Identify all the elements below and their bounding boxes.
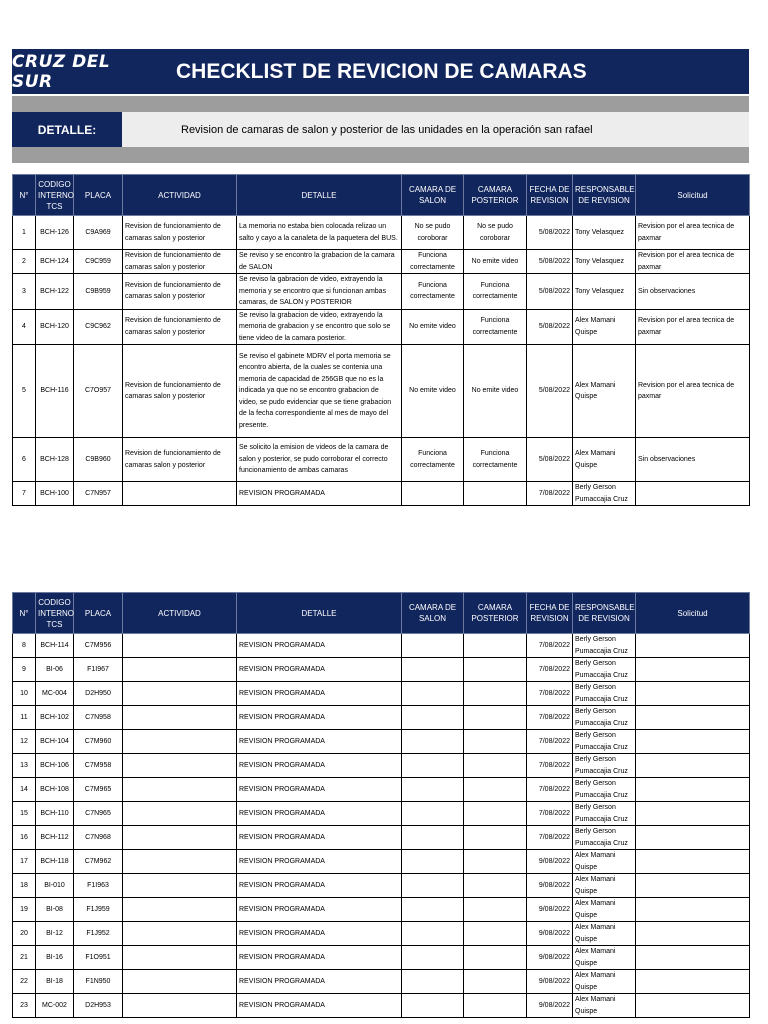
- camara-posterior-cell: [464, 482, 527, 506]
- page-title: CHECKLIST DE REVICION DE CAMARAS: [176, 59, 587, 83]
- codigo-cell: BCH-128: [36, 438, 74, 482]
- solicitud-cell: [636, 778, 750, 802]
- solicitud-cell: [636, 706, 750, 730]
- camara-salon-cell: [402, 706, 464, 730]
- responsable-cell: Berly Gerson Pumaccajia Cruz: [573, 754, 636, 778]
- fecha-cell: 7/08/2022: [527, 482, 573, 506]
- actividad-cell: [123, 874, 237, 898]
- col-codigo-header: CODIGO INTERNO TCS: [36, 175, 74, 216]
- fecha-cell: 9/08/2022: [527, 922, 573, 946]
- fecha-cell: 7/08/2022: [527, 754, 573, 778]
- responsable-cell: Tony Velasquez: [573, 274, 636, 310]
- codigo-cell: BCH-122: [36, 274, 74, 310]
- fecha-cell: 7/08/2022: [527, 658, 573, 682]
- detalle-cell: REVISION PROGRAMADA: [237, 802, 402, 826]
- placa-cell: C7N968: [74, 826, 123, 850]
- detalle-cell: REVISION PROGRAMADA: [237, 778, 402, 802]
- camara-salon-cell: [402, 658, 464, 682]
- placa-cell: D2H950: [74, 682, 123, 706]
- camara-posterior-cell: [464, 946, 527, 970]
- table-row: [13, 634, 750, 658]
- detalle-cell: REVISION PROGRAMADA: [237, 994, 402, 1018]
- table-row: [13, 482, 750, 506]
- actividad-cell: [123, 946, 237, 970]
- detalle-cell: REVISION PROGRAMADA: [237, 634, 402, 658]
- solicitud-cell: [636, 482, 750, 506]
- codigo-cell: BI-08: [36, 898, 74, 922]
- fecha-cell: 5/08/2022: [527, 274, 573, 310]
- codigo-cell: BI-18: [36, 970, 74, 994]
- responsable-cell: Berly Gerson Pumaccajia Cruz: [573, 778, 636, 802]
- placa-cell: C7N958: [74, 706, 123, 730]
- col-number-header: N°: [13, 593, 36, 634]
- table-row: [13, 994, 750, 1018]
- actividad-cell: [123, 850, 237, 874]
- codigo-cell: BI-06: [36, 658, 74, 682]
- codigo-cell: BCH-106: [36, 754, 74, 778]
- col-camara-posterior-header: CAMARA POSTERIOR: [464, 593, 527, 634]
- fecha-cell: 7/08/2022: [527, 802, 573, 826]
- placa-cell: F1I967: [74, 658, 123, 682]
- camara-posterior-cell: Funciona correctamente: [464, 274, 527, 310]
- detalle-cell: REVISION PROGRAMADA: [237, 730, 402, 754]
- col-responsable-header: RESPONSABLE DE REVISION: [573, 175, 636, 216]
- fecha-cell: 7/08/2022: [527, 634, 573, 658]
- solicitud-cell: [636, 946, 750, 970]
- actividad-cell: [123, 970, 237, 994]
- table-row: [13, 706, 750, 730]
- fecha-cell: 7/08/2022: [527, 826, 573, 850]
- table-row: [13, 274, 750, 310]
- row-number: 1: [13, 216, 36, 250]
- actividad-cell: [123, 778, 237, 802]
- col-fecha-header: FECHA DE REVISION: [527, 175, 573, 216]
- responsable-cell: Berly Gerson Pumaccajia Cruz: [573, 634, 636, 658]
- camara-salon-cell: Funciona correctamente: [402, 250, 464, 274]
- detalle-cell: Se reviso y se encontro la grabacion de la camara de SALON: [237, 250, 402, 274]
- detalle-cell: REVISION PROGRAMADA: [237, 874, 402, 898]
- col-actividad-header: ACTIVIDAD: [123, 175, 237, 216]
- actividad-cell: [123, 634, 237, 658]
- row-number: 11: [13, 706, 36, 730]
- separator-band: [12, 96, 749, 113]
- table-row: [13, 682, 750, 706]
- table-row: [13, 778, 750, 802]
- responsable-cell: Alex Mamani Quispe: [573, 345, 636, 438]
- actividad-cell: [123, 482, 237, 506]
- detalle-cell: REVISION PROGRAMADA: [237, 754, 402, 778]
- solicitud-cell: [636, 658, 750, 682]
- detalle-cell: La memoria no estaba bien colocada relizao un salto y cayo a la canaleta de la paquetera del BUS.: [237, 216, 402, 250]
- responsable-cell: Tony Velasquez: [573, 216, 636, 250]
- codigo-cell: BCH-118: [36, 850, 74, 874]
- camara-salon-cell: No emite video: [402, 309, 464, 345]
- table-row: [13, 345, 750, 438]
- table-header-row: [13, 593, 750, 634]
- detalle-cell: REVISION PROGRAMADA: [237, 706, 402, 730]
- col-placa-header: PLACA: [74, 593, 123, 634]
- codigo-cell: BCH-120: [36, 309, 74, 345]
- checklist-table-top: [12, 174, 750, 506]
- fecha-cell: 9/08/2022: [527, 898, 573, 922]
- detalle-cell: Se solicito la emision de videos de la camara de salon y posterior, se pudo corroborar el correcto funcionamiento de ambas camaras: [237, 438, 402, 482]
- detalle-cell: REVISION PROGRAMADA: [237, 826, 402, 850]
- solicitud-cell: [636, 634, 750, 658]
- actividad-cell: [123, 730, 237, 754]
- col-camara-salon-header: CAMARA DE SALON: [402, 175, 464, 216]
- solicitud-cell: [636, 994, 750, 1018]
- fecha-cell: 9/08/2022: [527, 970, 573, 994]
- fecha-cell: 5/08/2022: [527, 250, 573, 274]
- table-row: [13, 874, 750, 898]
- solicitud-cell: Revision por el area tecnica de paxmar: [636, 309, 750, 345]
- codigo-cell: MC-002: [36, 994, 74, 1018]
- camara-salon-cell: [402, 682, 464, 706]
- row-number: 22: [13, 970, 36, 994]
- camara-salon-cell: [402, 946, 464, 970]
- header-banner: [12, 49, 749, 94]
- row-number: 23: [13, 994, 36, 1018]
- solicitud-cell: Sin observaciones: [636, 274, 750, 310]
- placa-cell: C9C959: [74, 250, 123, 274]
- solicitud-cell: [636, 730, 750, 754]
- responsable-cell: Berly Gerson Pumaccajia Cruz: [573, 730, 636, 754]
- table-header-row: [13, 175, 750, 216]
- solicitud-cell: [636, 754, 750, 778]
- codigo-cell: BCH-114: [36, 634, 74, 658]
- row-number: 18: [13, 874, 36, 898]
- row-number: 13: [13, 754, 36, 778]
- table-row: [13, 922, 750, 946]
- responsable-cell: Alex Mamani Quispe: [573, 438, 636, 482]
- actividad-cell: [123, 682, 237, 706]
- codigo-cell: BI-16: [36, 946, 74, 970]
- placa-cell: C7N965: [74, 802, 123, 826]
- company-logo: CRUZ DEL SUR: [12, 51, 111, 92]
- actividad-cell: [123, 802, 237, 826]
- responsable-cell: Alex Mamani Quispe: [573, 898, 636, 922]
- camara-salon-cell: [402, 634, 464, 658]
- solicitud-cell: Revision por el area tecnica de paxmar: [636, 345, 750, 438]
- col-actividad-header: ACTIVIDAD: [123, 593, 237, 634]
- table-row: [13, 438, 750, 482]
- camara-posterior-cell: Funciona correctamente: [464, 438, 527, 482]
- row-number: 19: [13, 898, 36, 922]
- placa-cell: C7M965: [74, 778, 123, 802]
- camara-posterior-cell: [464, 802, 527, 826]
- actividad-cell: Revision de funcionamiento de camaras salon y posterior: [123, 216, 237, 250]
- actividad-cell: Revision de funcionamiento de camaras salon y posterior: [123, 250, 237, 274]
- table-row: [13, 826, 750, 850]
- camara-salon-cell: [402, 826, 464, 850]
- fecha-cell: 7/08/2022: [527, 730, 573, 754]
- fecha-cell: 9/08/2022: [527, 994, 573, 1018]
- codigo-cell: BCH-124: [36, 250, 74, 274]
- camara-posterior-cell: No emite video: [464, 250, 527, 274]
- camara-posterior-cell: No se pudo coroborar: [464, 216, 527, 250]
- camara-posterior-cell: [464, 922, 527, 946]
- row-number: 4: [13, 309, 36, 345]
- camara-salon-cell: [402, 482, 464, 506]
- detalle-cell: REVISION PROGRAMADA: [237, 898, 402, 922]
- row-number: 10: [13, 682, 36, 706]
- solicitud-cell: Revision por el area tecnica de paxmar: [636, 250, 750, 274]
- actividad-cell: [123, 754, 237, 778]
- detalle-cell: REVISION PROGRAMADA: [237, 970, 402, 994]
- col-detalle-header: DETALLE: [237, 593, 402, 634]
- codigo-cell: BCH-110: [36, 802, 74, 826]
- detalle-cell: REVISION PROGRAMADA: [237, 922, 402, 946]
- fecha-cell: 9/08/2022: [527, 850, 573, 874]
- placa-cell: C7M960: [74, 730, 123, 754]
- responsable-cell: Alex Mamani Quispe: [573, 850, 636, 874]
- camara-salon-cell: No se pudo coroborar: [402, 216, 464, 250]
- camara-posterior-cell: [464, 730, 527, 754]
- placa-cell: C9A969: [74, 216, 123, 250]
- fecha-cell: 5/08/2022: [527, 345, 573, 438]
- codigo-cell: BCH-116: [36, 345, 74, 438]
- camara-posterior-cell: [464, 754, 527, 778]
- placa-cell: F1N950: [74, 970, 123, 994]
- actividad-cell: [123, 922, 237, 946]
- camara-posterior-cell: [464, 826, 527, 850]
- detalle-cell: REVISION PROGRAMADA: [237, 658, 402, 682]
- actividad-cell: [123, 898, 237, 922]
- placa-cell: C7O957: [74, 345, 123, 438]
- col-camara-salon-header: CAMARA DE SALON: [402, 593, 464, 634]
- responsable-cell: Berly Gerson Pumaccajia Cruz: [573, 658, 636, 682]
- table-row: [13, 730, 750, 754]
- solicitud-cell: [636, 802, 750, 826]
- placa-cell: F1J959: [74, 898, 123, 922]
- codigo-cell: BCH-104: [36, 730, 74, 754]
- responsable-cell: Alex Mamani Quispe: [573, 922, 636, 946]
- placa-cell: C9B959: [74, 274, 123, 310]
- actividad-cell: [123, 826, 237, 850]
- actividad-cell: [123, 658, 237, 682]
- solicitud-cell: [636, 922, 750, 946]
- solicitud-cell: [636, 898, 750, 922]
- row-number: 17: [13, 850, 36, 874]
- detail-label: DETALLE:: [12, 112, 122, 147]
- camara-posterior-cell: [464, 778, 527, 802]
- row-number: 6: [13, 438, 36, 482]
- solicitud-cell: [636, 874, 750, 898]
- camara-salon-cell: Funciona correctamente: [402, 438, 464, 482]
- camara-posterior-cell: [464, 898, 527, 922]
- codigo-cell: BI-010: [36, 874, 74, 898]
- camara-posterior-cell: [464, 850, 527, 874]
- codigo-cell: BCH-126: [36, 216, 74, 250]
- fecha-cell: 5/08/2022: [527, 309, 573, 345]
- responsable-cell: Alex Mamani Quispe: [573, 994, 636, 1018]
- row-number: 3: [13, 274, 36, 310]
- camara-posterior-cell: Funciona correctamente: [464, 309, 527, 345]
- fecha-cell: 9/08/2022: [527, 874, 573, 898]
- responsable-cell: Alex Mamani Quispe: [573, 970, 636, 994]
- col-codigo-header: CODIGO INTERNO TCS: [36, 593, 74, 634]
- camara-posterior-cell: [464, 706, 527, 730]
- actividad-cell: [123, 706, 237, 730]
- table-row: [13, 216, 750, 250]
- checklist-table-bottom: [12, 592, 750, 1018]
- table-row: [13, 970, 750, 994]
- responsable-cell: Tony Velasquez: [573, 250, 636, 274]
- responsable-cell: Berly Gerson Pumaccajia Cruz: [573, 826, 636, 850]
- responsable-cell: Berly Gerson Pumaccajia Cruz: [573, 706, 636, 730]
- codigo-cell: BI-12: [36, 922, 74, 946]
- solicitud-cell: [636, 826, 750, 850]
- responsable-cell: Alex Mamani Quispe: [573, 309, 636, 345]
- placa-cell: C7N957: [74, 482, 123, 506]
- solicitud-cell: [636, 850, 750, 874]
- placa-cell: F1I963: [74, 874, 123, 898]
- row-number: 7: [13, 482, 36, 506]
- table-row: [13, 850, 750, 874]
- solicitud-cell: [636, 682, 750, 706]
- camara-salon-cell: [402, 730, 464, 754]
- camara-posterior-cell: No emite video: [464, 345, 527, 438]
- placa-cell: D2H953: [74, 994, 123, 1018]
- fecha-cell: 9/08/2022: [527, 946, 573, 970]
- solicitud-cell: Revision por el area tecnica de paxmar: [636, 216, 750, 250]
- detalle-cell: Se reviso el gabinete MDRV el porta memoria se encontro abierta, de la cuales se contenia una memoria de capacidad de 256GB que no es la indicada ya que no se encontro grabacion de video, se pudo evidenciar que se tiene grabacion de la fecha correspondiente al mes de mayo del presente.: [237, 345, 402, 438]
- actividad-cell: Revision de funcionamiento de camaras salon y posterior: [123, 345, 237, 438]
- codigo-cell: BCH-100: [36, 482, 74, 506]
- row-number: 9: [13, 658, 36, 682]
- table-row: [13, 754, 750, 778]
- camara-salon-cell: [402, 898, 464, 922]
- codigo-cell: MC-004: [36, 682, 74, 706]
- fecha-cell: 7/08/2022: [527, 706, 573, 730]
- actividad-cell: Revision de funcionamiento de camaras salon y posterior: [123, 438, 237, 482]
- placa-cell: C9C962: [74, 309, 123, 345]
- camara-salon-cell: [402, 922, 464, 946]
- camara-posterior-cell: [464, 970, 527, 994]
- codigo-cell: BCH-108: [36, 778, 74, 802]
- table-row: [13, 658, 750, 682]
- col-number-header: N°: [13, 175, 36, 216]
- detalle-cell: REVISION PROGRAMADA: [237, 946, 402, 970]
- codigo-cell: BCH-112: [36, 826, 74, 850]
- row-number: 20: [13, 922, 36, 946]
- table-row: [13, 946, 750, 970]
- row-number: 21: [13, 946, 36, 970]
- camara-salon-cell: [402, 802, 464, 826]
- camara-salon-cell: [402, 778, 464, 802]
- actividad-cell: Revision de funcionamiento de camaras salon y posterior: [123, 274, 237, 310]
- row-number: 8: [13, 634, 36, 658]
- placa-cell: F1O951: [74, 946, 123, 970]
- camara-salon-cell: [402, 754, 464, 778]
- detalle-cell: REVISION PROGRAMADA: [237, 482, 402, 506]
- row-number: 5: [13, 345, 36, 438]
- row-number: 15: [13, 802, 36, 826]
- fecha-cell: 7/08/2022: [527, 778, 573, 802]
- camara-posterior-cell: [464, 874, 527, 898]
- responsable-cell: Berly Gerson Pumaccajia Cruz: [573, 802, 636, 826]
- separator-band: [12, 147, 749, 163]
- responsable-cell: Alex Mamani Quispe: [573, 946, 636, 970]
- camara-salon-cell: [402, 970, 464, 994]
- col-solicitud-header: Solicitud: [636, 175, 750, 216]
- camara-posterior-cell: [464, 994, 527, 1018]
- placa-cell: C9B960: [74, 438, 123, 482]
- responsable-cell: Berly Gerson Pumaccajia Cruz: [573, 682, 636, 706]
- row-number: 14: [13, 778, 36, 802]
- detail-row: [12, 112, 749, 147]
- col-responsable-header: RESPONSABLE DE REVISION: [573, 593, 636, 634]
- fecha-cell: 5/08/2022: [527, 216, 573, 250]
- placa-cell: C7M956: [74, 634, 123, 658]
- fecha-cell: 5/08/2022: [527, 438, 573, 482]
- table-row: [13, 250, 750, 274]
- detalle-cell: Se reviso la grabacion de video, extrayendo la memoria de grabacion y se encontro que solo se tiene video de la camara posterior.: [237, 309, 402, 345]
- row-number: 2: [13, 250, 36, 274]
- camara-salon-cell: [402, 850, 464, 874]
- camara-posterior-cell: [464, 658, 527, 682]
- camara-salon-cell: [402, 994, 464, 1018]
- col-camara-posterior-header: CAMARA POSTERIOR: [464, 175, 527, 216]
- col-placa-header: PLACA: [74, 175, 123, 216]
- camara-salon-cell: [402, 874, 464, 898]
- col-detalle-header: DETALLE: [237, 175, 402, 216]
- camara-salon-cell: Funciona correctamente: [402, 274, 464, 310]
- responsable-cell: Berly Gerson Pumaccajia Cruz: [573, 482, 636, 506]
- camara-posterior-cell: [464, 682, 527, 706]
- placa-cell: C7M958: [74, 754, 123, 778]
- detalle-cell: REVISION PROGRAMADA: [237, 682, 402, 706]
- row-number: 16: [13, 826, 36, 850]
- actividad-cell: [123, 994, 237, 1018]
- detalle-cell: REVISION PROGRAMADA: [237, 850, 402, 874]
- placa-cell: C7M962: [74, 850, 123, 874]
- actividad-cell: Revision de funcionamiento de camaras salon y posterior: [123, 309, 237, 345]
- codigo-cell: BCH-102: [36, 706, 74, 730]
- camara-salon-cell: No emite video: [402, 345, 464, 438]
- fecha-cell: 7/08/2022: [527, 682, 573, 706]
- responsable-cell: Alex Mamani Quispe: [573, 874, 636, 898]
- col-fecha-header: FECHA DE REVISION: [527, 593, 573, 634]
- table-row: [13, 898, 750, 922]
- row-number: 12: [13, 730, 36, 754]
- col-solicitud-header: Solicitud: [636, 593, 750, 634]
- solicitud-cell: Sin observaciones: [636, 438, 750, 482]
- table-row: [13, 802, 750, 826]
- detalle-cell: Se reviso la gabracion de video, extrayendo la memoria y se encontro que si funcionan ambas camaras, de SALON y POSTERIOR: [237, 274, 402, 310]
- table-row: [13, 309, 750, 345]
- placa-cell: F1J952: [74, 922, 123, 946]
- detail-text: Revision de camaras de salon y posterior de las unidades en la operación san rafael: [122, 112, 749, 147]
- camara-posterior-cell: [464, 634, 527, 658]
- solicitud-cell: [636, 970, 750, 994]
